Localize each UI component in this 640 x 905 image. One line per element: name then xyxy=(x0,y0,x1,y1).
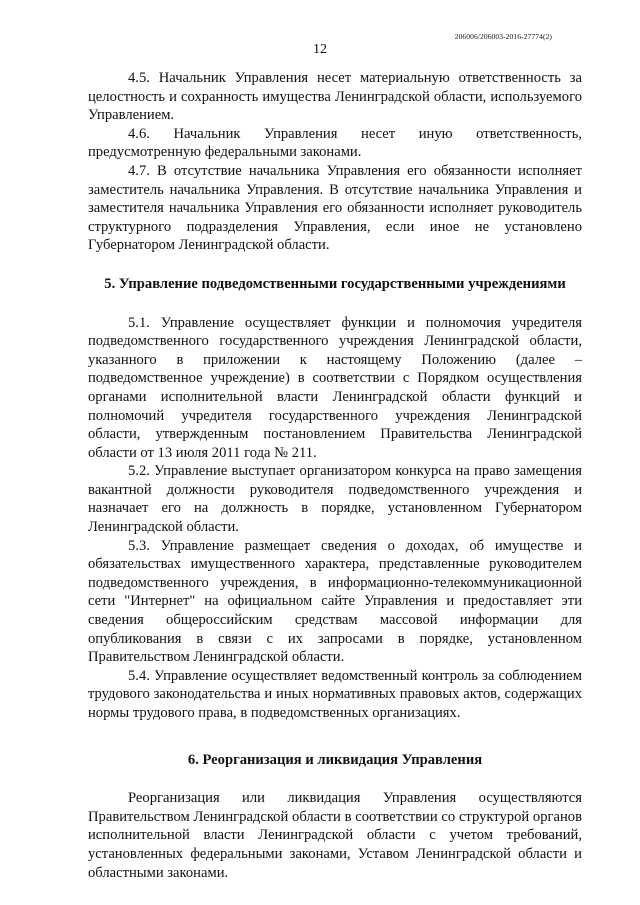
section-5-heading: 5. Управление подведомственными государственными учреждениями xyxy=(104,275,566,292)
paragraph-4-7: 4.7. В отсутствие начальника Управления его обязанности исполняет заместитель начальника Управления. В отсутствие начальника Управления и заместителя начальника Управления его обязанности исполняет руководитель структурного подразделения Управления, если иное не установлено Губернатором Ленинградской области. xyxy=(88,162,582,254)
page-number: 12 xyxy=(313,42,327,57)
document-body xyxy=(88,69,582,882)
paragraph-5-2: 5.2. Управление выступает организатором конкурса на право замещения вакантной должности руководителя подведомственного учреждения и назначает его на должность в порядке, установленном Губернатором Ленинградской области. xyxy=(88,463,582,536)
section-6-heading: 6. Реорганизация и ликвидация Управления xyxy=(187,751,483,768)
paragraph-5-3: 5.3. Управление размещает сведения о доходах, об имуществе и обязательствах имущественного характера, представленные руководителем подведомственного учреждения, в информационно-телекоммуникационной сети "Интернет" на официальном сайте Управления и предоставляет эти сведения общероссийским средствам массовой информации для опубликования в связи с их запросами в порядке, установленном Правительством Ленинградской области. xyxy=(88,537,582,666)
paragraph-4-5: 4.5. Начальник Управления несет материальную ответственность за целостность и сохранность имущества Ленинградской области, используемого Управлением. xyxy=(88,70,582,124)
paragraph-5-4: 5.4. Управление осуществляет ведомственный контроль за соблюдением трудового законодательства и иных нормативных правовых актов, содержащих нормы трудового права, в подведомственных организациях. xyxy=(88,667,582,721)
paragraph-5-1: 5.1. Управление осуществляет функции и полномочия учредителя подведомственного государственного учреждения Ленинградской области, указанного в приложении к настоящему Положению (далее – подведомственное учреждение) в соответствии с Порядком осуществления органами исполнительной власти Ленинградской области функций и полномочий учредителя государственного учреждения Ленинградской области, утвержденным постановлением Правительства Ленинградской области от 13 июля 2011 года № 211. xyxy=(88,314,582,461)
paragraph-4-6: 4.6. Начальник Управления несет иную ответственность, предусмотренную федеральными законами. xyxy=(88,125,582,161)
document-registration-number: 206006/206003-2016-27774(2) xyxy=(454,32,552,41)
paragraph-6-1: Реорганизация или ликвидация Управления осуществляются Правительством Ленинградской области в соответствии со структурой органов исполнительной власти Ленинградской области с учетом требований, установленных федеральными законами, Уставом Ленинградской области и областными законами. xyxy=(88,790,582,881)
